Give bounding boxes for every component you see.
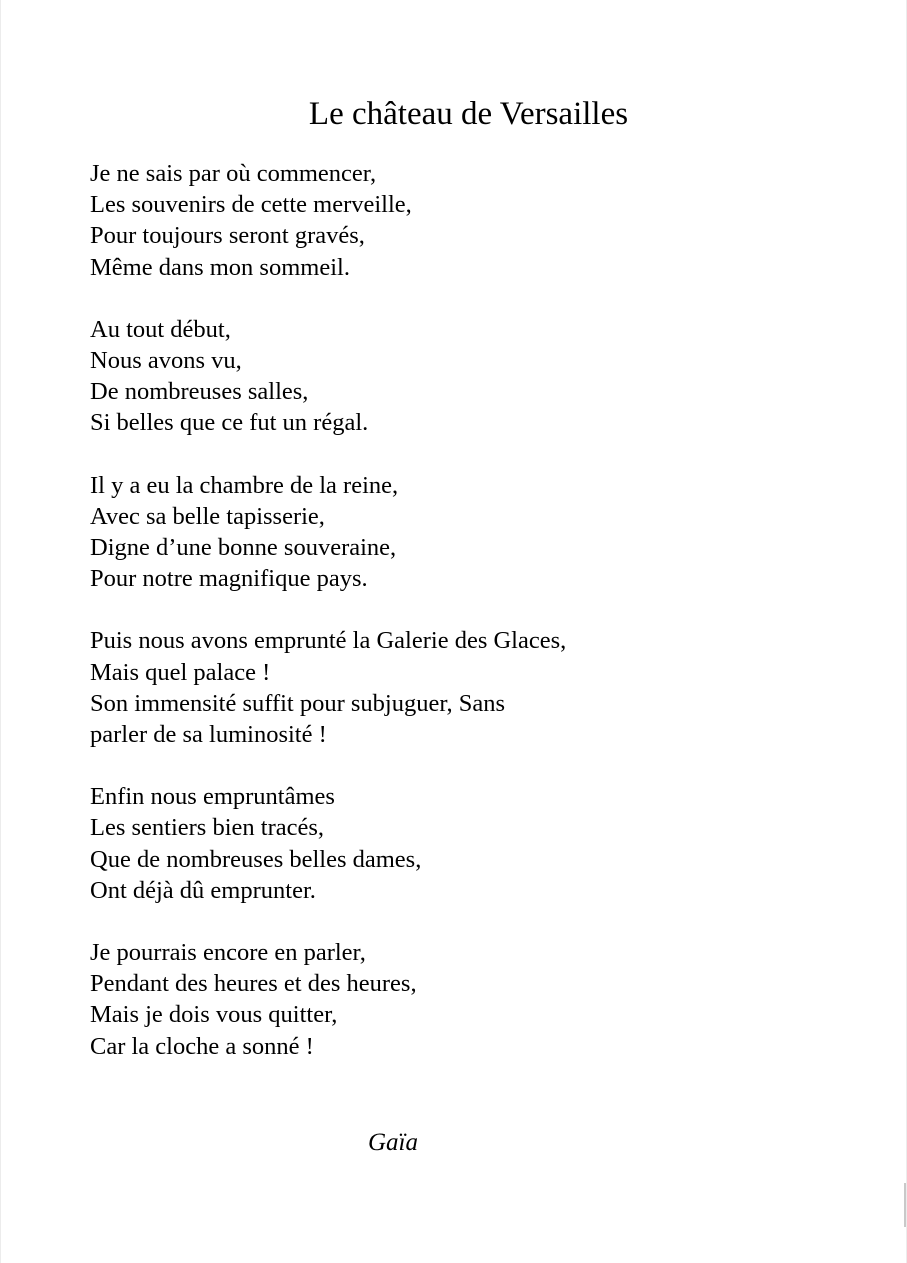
poem-line: Pour toujours seront gravés, xyxy=(90,222,365,250)
author-signature: Gaïa xyxy=(368,1129,418,1156)
stanza-1 xyxy=(90,158,850,283)
stanza-5 xyxy=(90,781,850,906)
poem-title: Le château de Versailles xyxy=(308,96,629,132)
poem-line: Je pourrais encore en parler, xyxy=(90,939,366,967)
poem-line: Son immensité suffit pour subjuguer, Sans xyxy=(90,689,506,717)
poem-line: Pendant des heures et des heures, xyxy=(90,970,417,998)
poem-line: Enfin nous empruntâmes xyxy=(90,783,335,811)
poem-line: Il y a eu la chambre de la reine, xyxy=(90,471,399,499)
poem-line: Avec sa belle tapisserie, xyxy=(90,502,325,530)
poem-line: Que de nombreuses belles dames, xyxy=(90,845,422,873)
poem-body xyxy=(90,158,850,1093)
poem-line: Digne d’une bonne souveraine, xyxy=(90,534,397,562)
stanza-3 xyxy=(90,470,850,595)
poem-line: Puis nous avons emprunté la Galerie des Glaces, xyxy=(90,627,567,655)
poem-line: Pour notre magnifique pays. xyxy=(90,565,368,593)
poem-line: Au tout début, xyxy=(90,315,231,343)
poem-line: Je ne sais par où commencer, xyxy=(90,160,377,187)
poem-line: Si belles que ce fut un régal. xyxy=(90,409,369,437)
poem-line: parler de sa luminosité ! xyxy=(90,721,327,749)
poem-line: Les sentiers bien tracés, xyxy=(90,814,325,842)
poem-line: De nombreuses salles, xyxy=(90,378,309,406)
poem-line: Même dans mon sommeil. xyxy=(90,253,350,281)
stanza-4 xyxy=(90,625,850,750)
stanza-6 xyxy=(90,937,850,1062)
poem-line: Mais quel palace ! xyxy=(90,658,271,686)
stanza-2 xyxy=(90,314,850,439)
poem-line: Les souvenirs de cette merveille, xyxy=(90,191,412,219)
scrollbar-thumb[interactable] xyxy=(904,1183,906,1227)
poem-line: Mais je dois vous quitter, xyxy=(90,1001,338,1029)
poem-line: Car la cloche a sonné ! xyxy=(90,1032,314,1060)
poem-line: Ont déjà dû emprunter. xyxy=(90,876,316,904)
poem-line: Nous avons vu, xyxy=(90,347,242,375)
